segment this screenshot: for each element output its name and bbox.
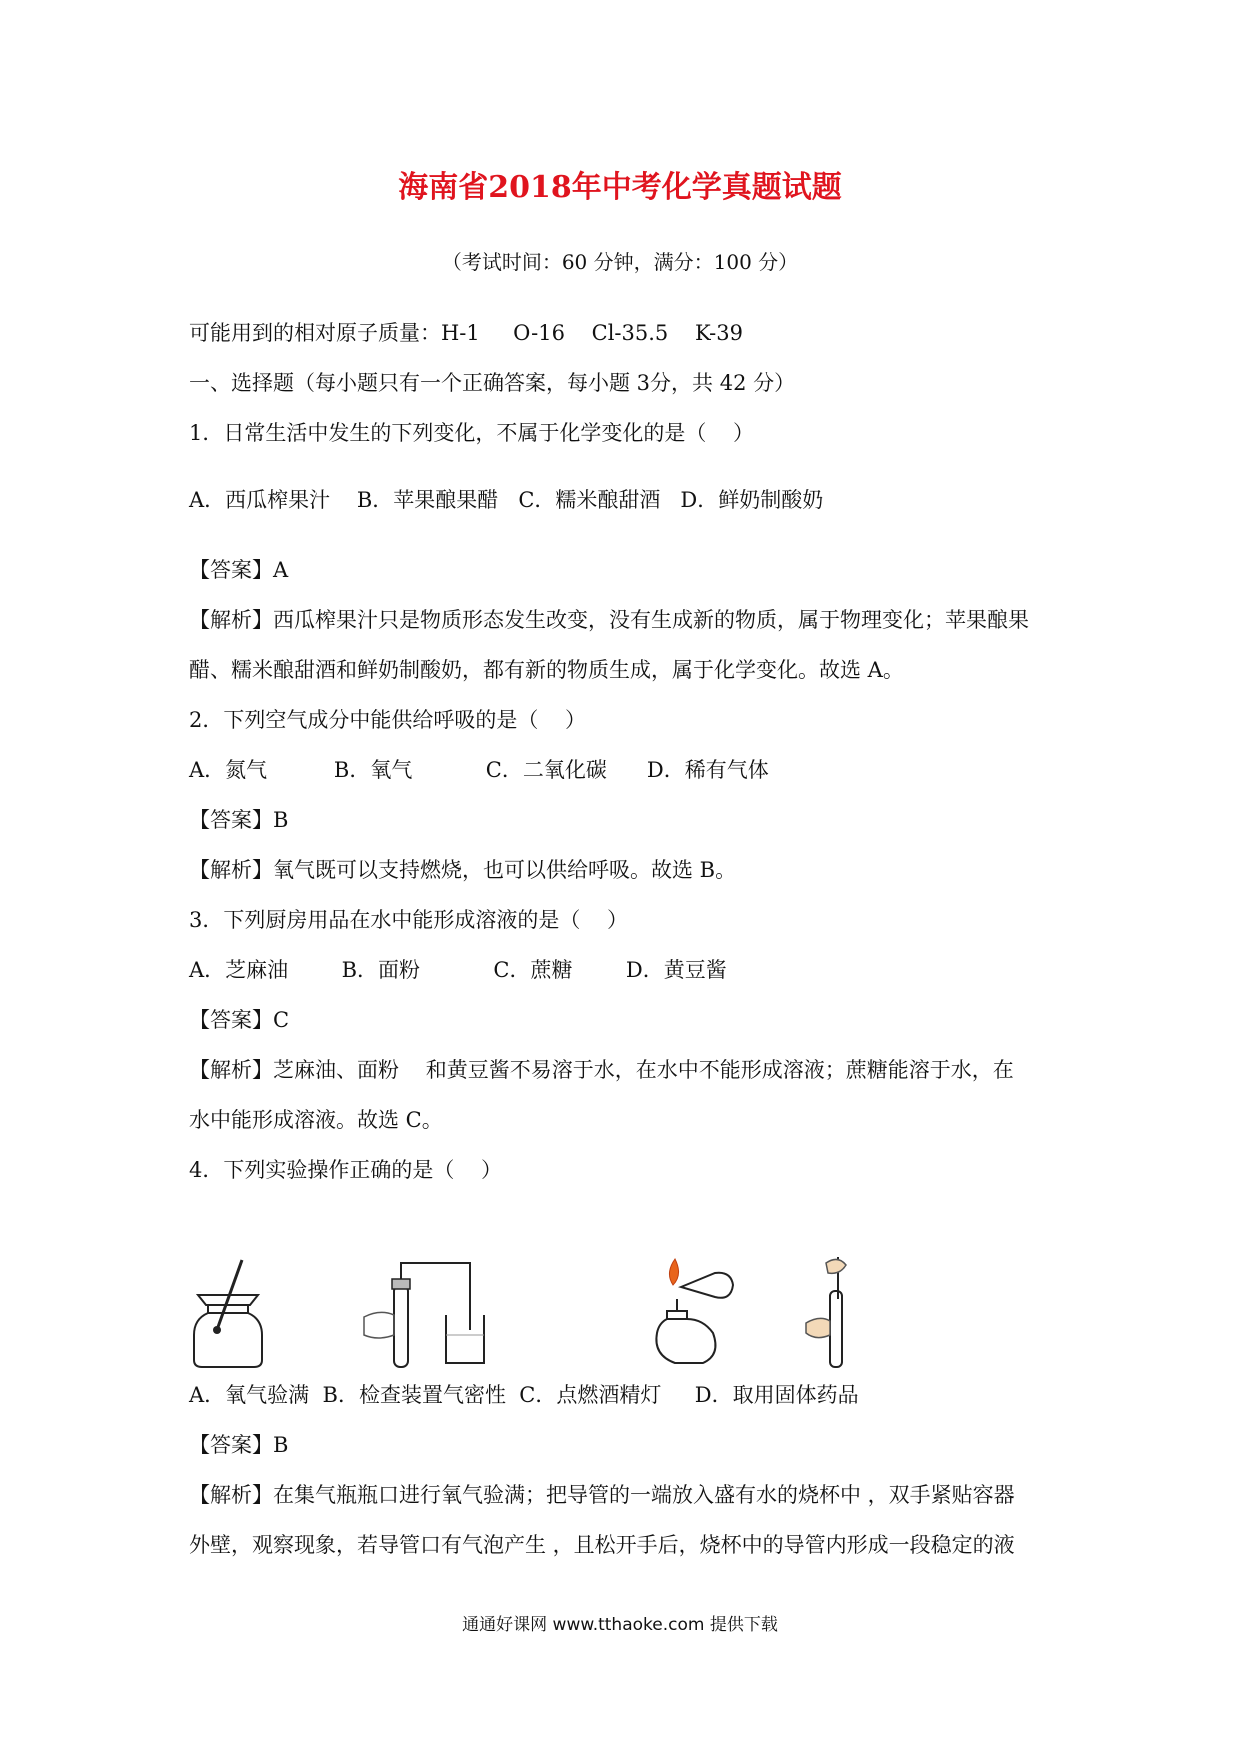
question-3: 3．下列厨房用品在水中能形成溶液的是（ ） [189,908,629,932]
question-1-analysis: 【解析】西瓜榨果汁只是物质形态发生改变，没有生成新的物质，属于物理变化；苹果酿果 [189,608,1029,632]
figure-oxygen-test [188,1255,268,1370]
question-3-answer: 【答案】C [189,1008,290,1032]
question-2-answer: 【答案】B [189,808,289,832]
question-2: 2．下列空气成分中能供给呼吸的是（ ） [189,708,587,732]
page-title: 海南省2018年中考化学真题试题 [398,170,842,205]
question-3-options: A．芝麻油 B．面粉 C．蔗糖 D．黄豆酱 [189,958,727,982]
figure-airtightness-check [360,1255,490,1370]
figure-alcohol-lamp [645,1255,745,1370]
question-4-analysis: 【解析】在集气瓶瓶口进行氧气验满；把导管的一端放入盛有水的烧杯中 ，双手紧贴容器 [189,1483,1015,1507]
atomic-mass-line: 可能用到的相对原子质量：H-1 O-16 Cl-35.5 K-39 [189,321,743,345]
question-2-options: A．氮气 B．氧气 C．二氧化碳 D．稀有气体 [189,758,769,782]
section-heading: 一、选择题（每小题只有一个正确答案，每小题 3分，共 42 分） [189,371,796,395]
figure-solid-reagent [800,1255,870,1370]
question-1: 1．日常生活中发生的下列变化，不属于化学变化的是（ ） [189,421,755,445]
footer-source: 通通好课网 www.tthaoke.com 提供下载 [462,1615,778,1635]
question-2-analysis: 【解析】氧气既可以支持燃烧，也可以供给呼吸。故选 B。 [189,858,737,882]
question-1-answer: 【答案】A [189,558,289,582]
question-4-analysis-cont: 外壁，观察现象，若导管口有气泡产生 ，且松开手后，烧杯中的导管内形成一段稳定的液 [189,1533,1015,1557]
exam-info: （考试时间：60 分钟，满分：100 分） [441,250,799,274]
question-1-options: A．西瓜榨果汁 B．苹果酿果醋 C．糯米酿甜酒 D．鲜奶制酸奶 [189,488,824,512]
question-4-answer: 【答案】B [189,1433,289,1457]
question-4: 4．下列实验操作正确的是（ ） [189,1158,503,1182]
question-3-analysis-cont: 水中能形成溶液。故选 C。 [189,1108,443,1132]
question-1-analysis-cont: 醋、糯米酿甜酒和鲜奶制酸奶，都有新的物质生成，属于化学变化。故选 A。 [189,658,904,682]
question-3-analysis: 【解析】芝麻油、面粉 和黄豆酱不易溶于水，在水中不能形成溶液；蔗糖能溶于水，在 [189,1058,1014,1082]
question-4-options: A．氧气验满 B．检查装置气密性 C．点燃酒精灯 D．取用固体药品 [189,1383,859,1407]
